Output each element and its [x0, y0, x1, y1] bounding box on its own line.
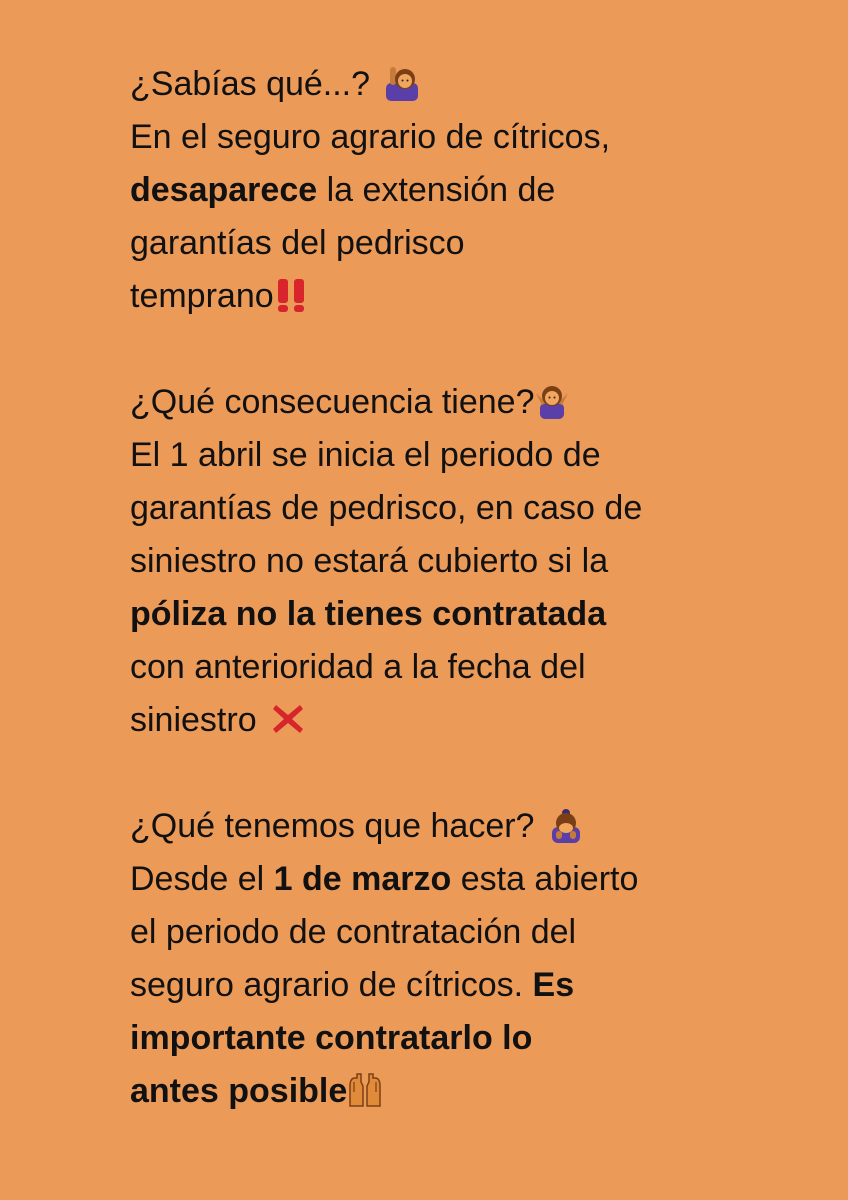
emphasis-text: desaparece — [130, 171, 318, 209]
body-line: con anterioridad a la fecha del — [130, 648, 586, 686]
body-text: Desde el — [130, 860, 274, 898]
emphasis-text: póliza no la tienes contratada — [130, 595, 607, 633]
body-line: siniestro no estará cubierto si la — [130, 542, 609, 580]
info-card — [130, 58, 790, 1118]
woman-bowing-icon — [548, 807, 584, 843]
section-heading: ¿Qué tenemos que hacer? — [130, 807, 535, 845]
emphasis-text: Es — [532, 966, 575, 1004]
woman-raising-hand-icon — [384, 65, 420, 101]
body-line: garantías del pedrisco — [130, 224, 465, 262]
emphasis-text: importante contratarlo lo — [130, 1019, 533, 1057]
section-sabias-que — [130, 58, 790, 323]
raising-hands-icon — [347, 1072, 383, 1108]
woman-shrugging-icon — [534, 383, 570, 419]
emphasis-text: antes posible — [130, 1072, 348, 1110]
section-que-hacer — [130, 800, 790, 1118]
cross-mark-icon — [270, 701, 306, 737]
section-heading: ¿Sabías qué...? — [130, 65, 371, 103]
body-line: el periodo de contratación del — [130, 913, 577, 951]
body-line: En el seguro agrario de cítricos, — [130, 118, 611, 156]
emphasis-date: 1 de marzo — [273, 860, 452, 898]
section-consecuencia — [130, 376, 790, 747]
body-text: siniestro — [130, 701, 257, 739]
section-heading: ¿Qué consecuencia tiene? — [130, 383, 535, 421]
body-text: la extensión de — [317, 171, 556, 209]
body-line: garantías de pedrisco, en caso de — [130, 489, 643, 527]
body-text: seguro agrario de cítricos. — [130, 966, 533, 1004]
body-text: temprano — [130, 277, 274, 315]
double-exclamation-icon — [274, 277, 310, 313]
body-line: El 1 abril se inicia el periodo de — [130, 436, 601, 474]
body-text: esta abierto — [451, 860, 639, 898]
